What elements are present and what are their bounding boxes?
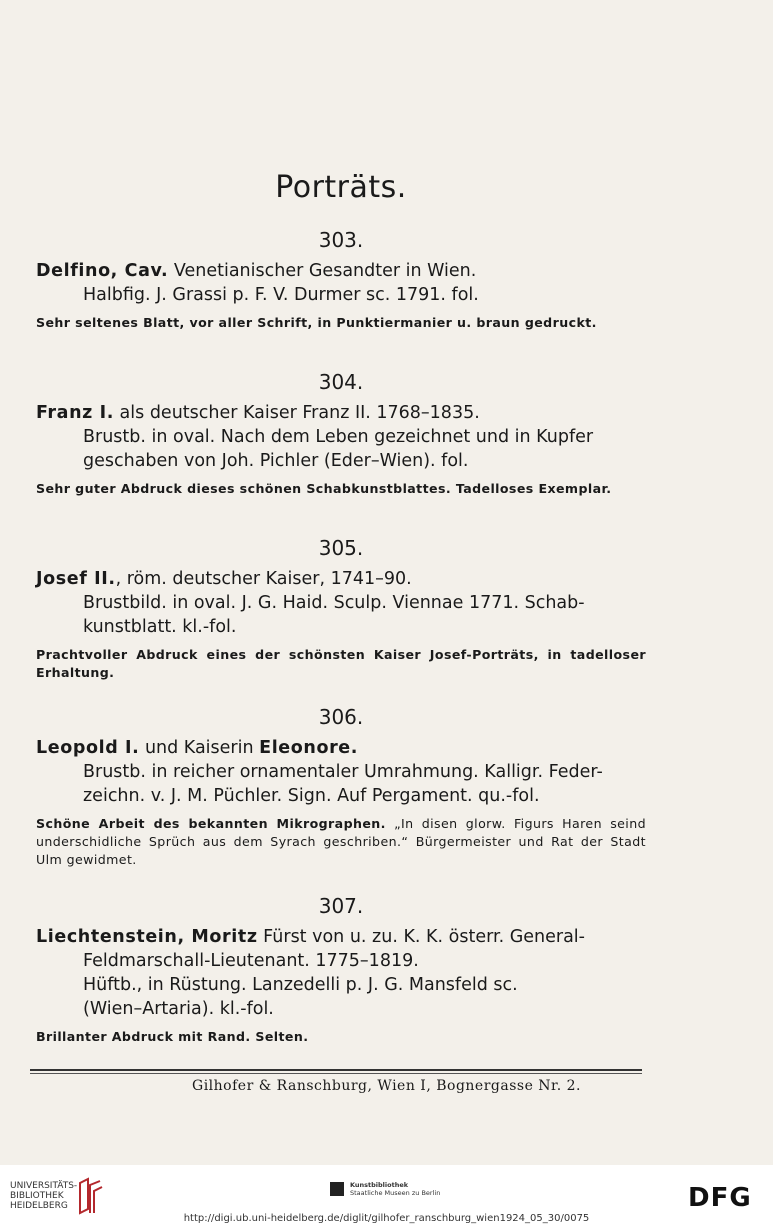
entry-heading xyxy=(36,401,646,425)
page-content xyxy=(36,0,646,1165)
entry-detail: kunstblatt. kl.-fol. xyxy=(83,617,237,637)
page-title: Porträts. xyxy=(275,170,407,205)
entry-note: Prachtvoller Abdruck eines der schönsten Kaiser Josef-Porträts, in tadelloser Erhaltung. xyxy=(36,647,646,680)
entry-note-lead: Schöne Arbeit des bekannten Mikrographen. xyxy=(36,816,386,831)
university-emblem-icon xyxy=(78,1177,104,1215)
entry-detail: Feldmarschall-Lieutenant. 1775–1819. xyxy=(83,951,419,971)
kb-line: Kunstbibliothek xyxy=(350,1181,409,1189)
entry-name: Josef II. xyxy=(36,569,116,589)
catalog-entry-305 xyxy=(36,536,646,682)
entry-name: Liechtenstein, Moritz xyxy=(36,927,258,947)
kb-line: Staatliche Museen zu Berlin xyxy=(350,1189,441,1197)
entry-detail: Hüftb., in Rüstung. Lanzedelli p. J. G. Mansfeld sc. xyxy=(83,975,518,995)
entry-note: Sehr seltenes Blatt, vor aller Schrift, in Punktiermanier u. braun gedruckt. xyxy=(36,315,597,330)
viewer-bottom-bar xyxy=(0,1165,773,1226)
entry-description: Venetianischer Gesandter in Wien. xyxy=(168,261,477,281)
logo-text-line: BIBLIOTHEK xyxy=(10,1191,64,1201)
catalog-entry-307 xyxy=(36,894,646,1046)
logo-text-line: HEIDELBERG xyxy=(10,1201,68,1211)
footer-rule-thin xyxy=(30,1073,642,1074)
entry-name: Leopold I. xyxy=(36,738,140,758)
entry-name-second: Eleonore. xyxy=(259,738,359,758)
entry-heading xyxy=(36,567,646,591)
entry-name: Delfino, Cav. xyxy=(36,261,169,281)
entry-note xyxy=(36,815,646,869)
entry-description: Fürst von u. zu. K. K. österr. General- xyxy=(257,927,585,947)
entry-note-rest: „In disen glorw. Figurs Haren seind underschidliche Sprüch aus dem Syrach geschriben.“ Bürgermeister und Rat der Stadt Ulm gewidmet. xyxy=(36,816,646,867)
entry-note: Brillanter Abdruck mit Rand. Selten. xyxy=(36,1029,309,1044)
entry-number: 305. xyxy=(318,536,364,560)
entry-detail: Brustb. in reicher ornamentaler Umrahmung. Kalligr. Feder- xyxy=(83,762,603,782)
entry-description: , röm. deutscher Kaiser, 1741–90. xyxy=(115,569,412,589)
entry-detail: Brustbild. in oval. J. G. Haid. Sculp. Viennae 1771. Schab- xyxy=(83,593,585,613)
kunstbibliothek-icon xyxy=(330,1182,344,1196)
kunstbibliothek-text xyxy=(350,1181,440,1197)
entry-note: Sehr guter Abdruck dieses schönen Schabkunstblattes. Tadelloses Exemplar. xyxy=(36,481,612,496)
entry-heading xyxy=(36,736,646,760)
logo-text-line: UNIVERSITÄTS- xyxy=(10,1181,78,1191)
entry-heading xyxy=(36,259,646,283)
entry-detail: Brustb. in oval. Nach dem Leben gezeichnet und in Kupfer xyxy=(83,427,594,447)
entry-number: 306. xyxy=(318,705,364,729)
entry-description: als deutscher Kaiser Franz II. 1768–1835. xyxy=(113,403,480,423)
dfg-logo[interactable]: DFG xyxy=(688,1183,752,1213)
permalink-url[interactable]: http://digi.ub.uni-heidelberg.de/diglit/gilhofer_ranschburg_wien1924_05_30/0075 xyxy=(183,1213,590,1224)
catalog-entry-304 xyxy=(36,370,646,498)
entry-detail: zeichn. v. J. M. Püchler. Sign. Auf Pergament. qu.-fol. xyxy=(83,786,540,806)
entry-description: und Kaiserin xyxy=(139,738,260,758)
university-library-logo[interactable] xyxy=(10,1181,77,1211)
entry-detail: Halbfig. J. Grassi p. F. V. Durmer sc. 1791. fol. xyxy=(83,285,479,305)
entry-number: 303. xyxy=(318,228,364,252)
publisher-footer: Gilhofer & Ranschburg, Wien I, Bognergasse Nr. 2. xyxy=(192,1078,581,1094)
entry-number: 304. xyxy=(318,370,364,394)
entry-name: Franz I. xyxy=(36,403,114,423)
entry-heading xyxy=(36,925,646,949)
entry-number: 307. xyxy=(318,894,364,918)
catalog-entry-306 xyxy=(36,705,646,869)
footer-rule xyxy=(30,1069,642,1071)
catalog-entry-303 xyxy=(36,228,646,332)
entry-detail: (Wien–Artaria). kl.-fol. xyxy=(83,999,274,1019)
entry-detail: geschaben von Joh. Pichler (Eder–Wien). fol. xyxy=(83,451,469,471)
